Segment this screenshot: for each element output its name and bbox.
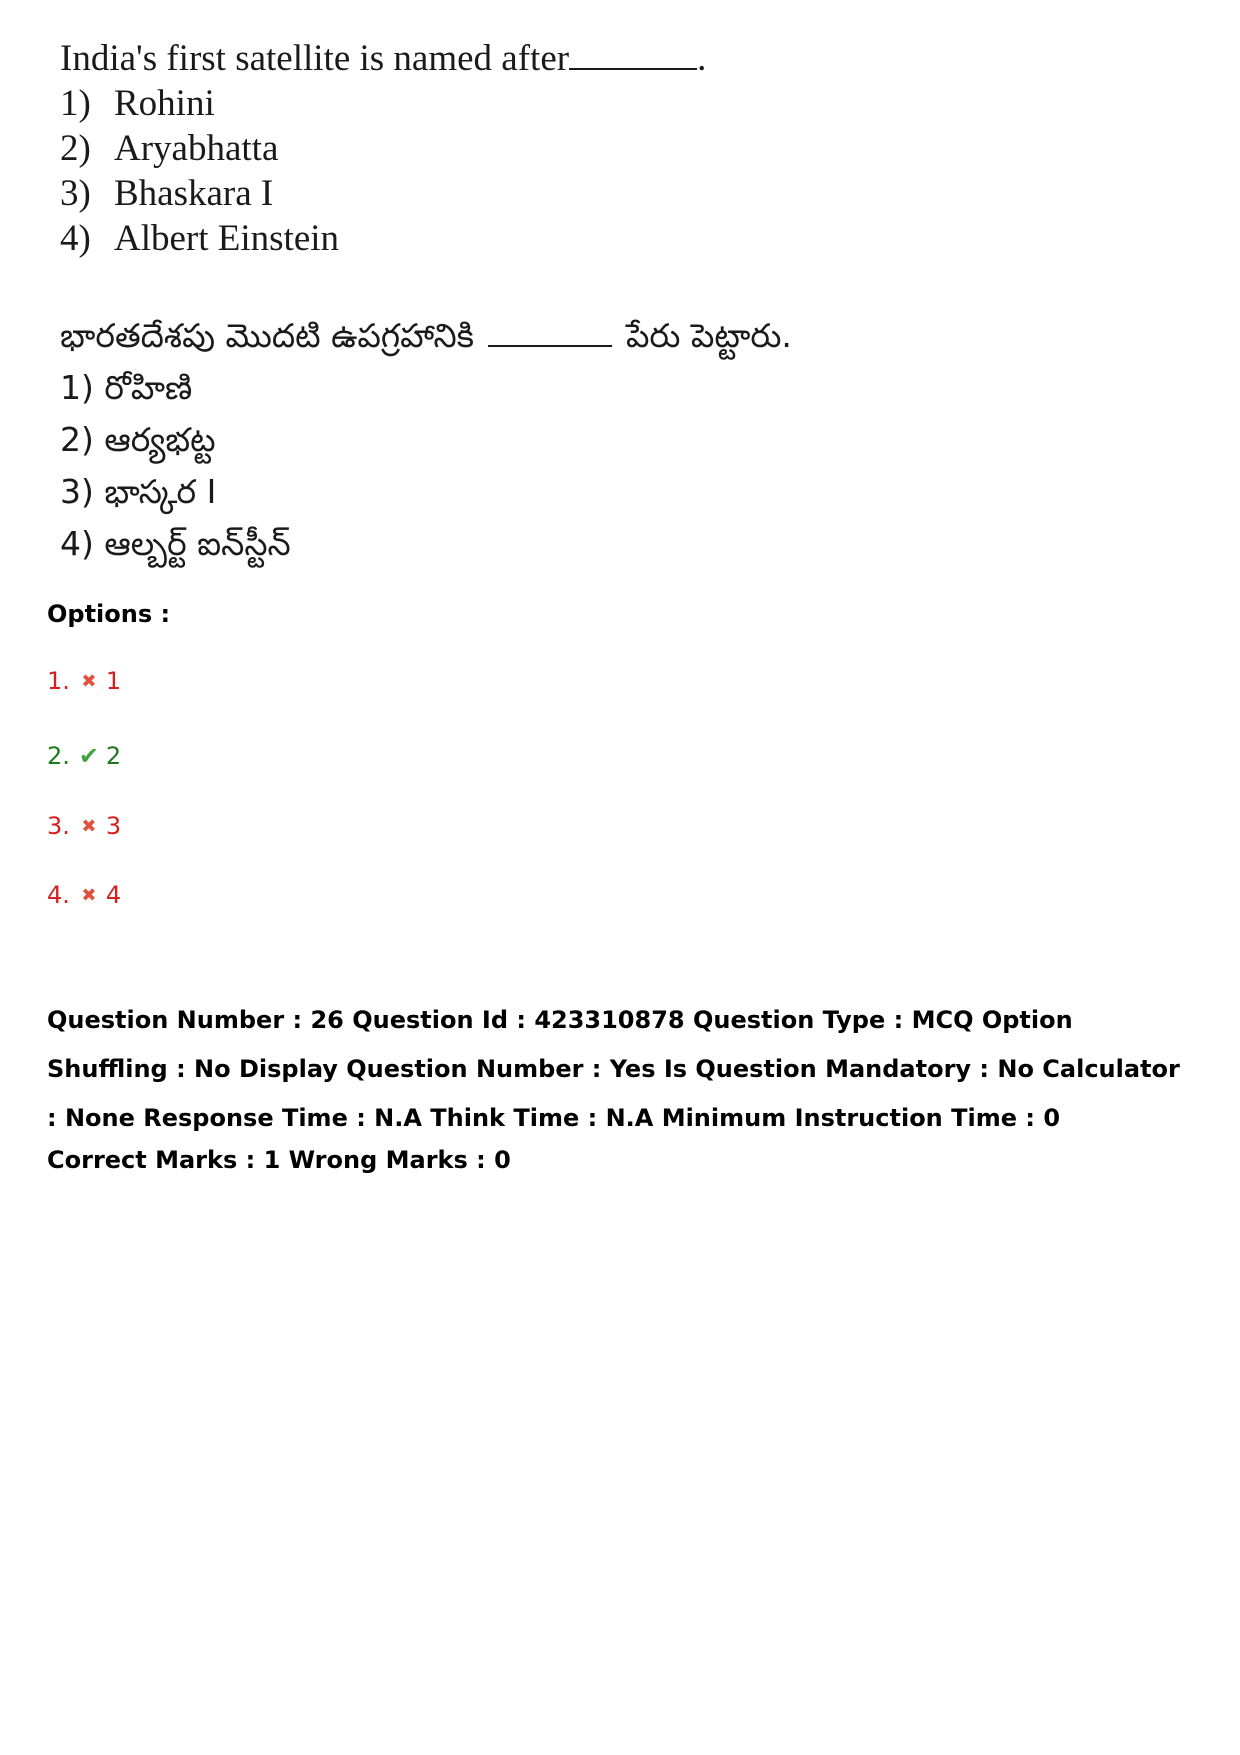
option-value: 1 [105, 667, 122, 695]
check-icon: ✔ [78, 742, 99, 770]
option-text: Bhaskara I [114, 173, 274, 214]
question-stem-english [60, 36, 706, 81]
question-telugu [60, 310, 792, 570]
question-option-english [60, 216, 706, 261]
option-number: 4) [60, 218, 91, 259]
cross-icon: ✖ [81, 884, 97, 906]
question-option-telugu: 1) రోహిణి [60, 368, 193, 407]
answer-option-4 [47, 881, 121, 909]
question-option-english [60, 81, 706, 126]
option-text: Rohini [114, 83, 215, 124]
option-text: Aryabhatta [114, 128, 279, 169]
question-option-telugu: 4) ఆల్బర్ట్ ఐన్‌స్టీన్ [60, 524, 291, 563]
option-number: 2) [60, 128, 91, 169]
option-index: 1. [47, 667, 70, 695]
cross-icon: ✖ [81, 670, 97, 692]
option-text: Albert Einstein [114, 218, 340, 259]
question-english [60, 36, 706, 261]
stem-text: India's first satellite is named after [60, 38, 570, 79]
cross-icon: ✖ [81, 815, 97, 837]
answer-blank [569, 38, 697, 70]
answer-option-3 [47, 812, 121, 840]
question-option-telugu: 2) ఆర్యభట్ట [60, 420, 216, 459]
question-stem-telugu [60, 310, 792, 362]
option-value: 3 [105, 812, 122, 840]
option-index: 4. [47, 881, 70, 909]
option-index: 2. [47, 742, 70, 770]
option-index: 3. [47, 812, 70, 840]
stem-end: . [697, 38, 707, 79]
option-number: 1) [60, 83, 91, 124]
answer-option-2 [47, 742, 121, 770]
stem-end: పేరు పెట్టారు. [625, 316, 792, 355]
answer-blank [488, 321, 612, 347]
options-label: Options : [47, 600, 171, 628]
question-option-english [60, 171, 706, 216]
option-value: 4 [105, 881, 122, 909]
marks-info: Correct Marks : 1 Wrong Marks : 0 [47, 1146, 511, 1174]
question-meta: Question Number : 26 Question Id : 423310878 Question Type : MCQ Option Shuffling : No Display Question Number : Yes Is Question Mandatory : No Calculator : None Response Time : N.A Think Time : N.A Minimum Instruction Time : 0 [47, 1006, 1180, 1132]
option-number: 3) [60, 173, 91, 214]
question-option-english [60, 126, 706, 171]
question-image [46, 30, 946, 578]
stem-text: భారతదేశపు మొదటి ఉపగ్రహానికి [60, 316, 474, 355]
option-value: 2 [105, 742, 122, 770]
question-option-telugu: 3) భాస్కర I [60, 472, 217, 511]
answer-option-1 [47, 667, 121, 695]
